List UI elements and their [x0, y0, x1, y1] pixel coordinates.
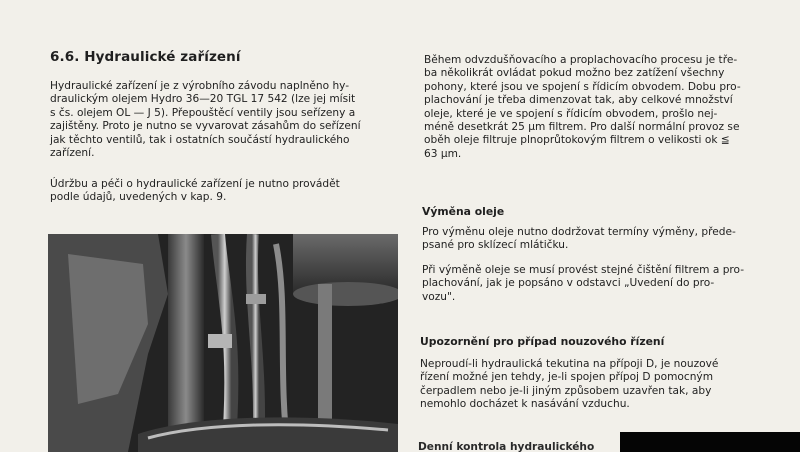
subheading-emergency-steering: Upozornění pro případ nouzového řízení [420, 335, 665, 348]
text-line: Pro výměnu oleje nutno dodržovat termíny výměny, přede- [422, 226, 736, 238]
text-line: vozu". [422, 290, 456, 303]
right-paragraph-2 [422, 226, 736, 253]
text-line: zařízení. [50, 147, 95, 160]
scan-edge-shadow [620, 432, 800, 452]
text-line: plachování je třeba dimenzovat tak, aby celkové množství [424, 94, 733, 107]
text-line: ba několikrát ovládat pokud možno bez zatížení všechny [424, 67, 725, 80]
right-paragraph-1 [424, 54, 741, 161]
text-line: plachování, jak je popsáno v odstavci „Uvedení do pro- [422, 277, 715, 290]
text-line: jak těchto ventilů, tak i ostatních součástí hydraulického [50, 133, 350, 146]
text-line: podle údajů, uvedených v kap. 9. [50, 191, 227, 204]
left-paragraph-1 [50, 80, 361, 160]
text-line: nemohlo docházet k nasávání vzduchu. [420, 398, 630, 411]
text-line: čerpadlem nebo je-li jiným způsobem uzavřen tak, aby [420, 384, 712, 397]
hydraulic-equipment-photo [48, 234, 398, 452]
text-line: Hydraulické zařízení je z výrobního závodu naplněno hy- [50, 80, 350, 92]
text-line: 63 μm. [424, 147, 462, 160]
text-line: zajištěny. Proto je nutno se vyvarovat zásahům do seřízení [50, 120, 361, 133]
text-line: Během odvzdušňovacího a proplachovacího procesu je tře- [424, 54, 738, 66]
text-line: oleje, které je ve spojení s řídicím obvodem, prošlo nej- [424, 107, 718, 120]
text-line: Údržbu a péči o hydraulické zařízení je nutno provádět [50, 178, 340, 190]
text-line: Neproudí-li hydraulická tekutina na přípoji D, je nouzové [420, 358, 719, 370]
text-line: psané pro sklízecí mlátičku. [422, 239, 569, 252]
right-paragraph-3 [422, 264, 744, 304]
cut-off-heading: Denní kontrola hydraulického [418, 441, 595, 452]
text-line: řízení možné jen tehdy, je-li spojen přípoj D pomocným [420, 371, 714, 384]
text-line: Při výměně oleje se musí provést stejné čištění filtrem a pro- [422, 264, 745, 276]
text-line: draulickým olejem Hydro 36—20 TGL 17 542 (lze jej mísit [50, 93, 356, 106]
left-paragraph-2 [50, 178, 340, 205]
text-line: méně desetkrát 25 μm filtrem. Pro další normální provoz se [424, 121, 740, 134]
section-heading: 6.6. Hydraulické zařízení [50, 49, 241, 65]
text-line: oběh oleje filtruje plnoprůtokovým filtrem o velikosti ok ≦ [424, 134, 730, 147]
text-line: pohony, které jsou ve spojení s řídicím obvodem. Dobu pro- [424, 80, 741, 93]
right-paragraph-4 [420, 358, 718, 412]
subheading-oil-change: Výměna oleje [422, 205, 505, 218]
text-line: s čs. olejem OL — J 5). Přepouštěcí ventily jsou seřízeny a [50, 106, 356, 119]
